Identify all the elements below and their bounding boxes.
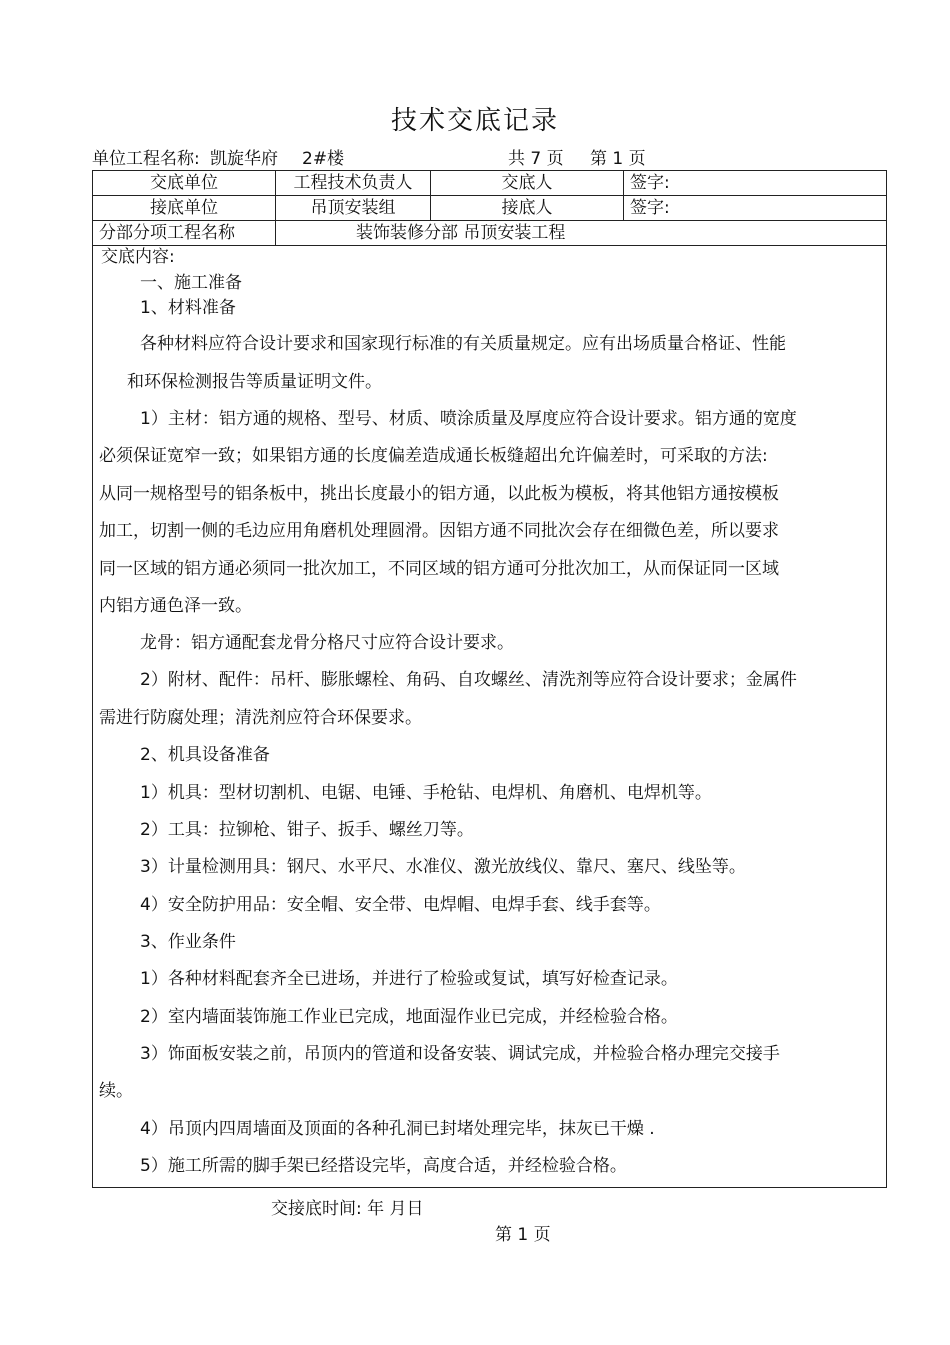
paragraph-line: 续。 bbox=[99, 1081, 133, 1101]
page-number: 第 1 页 bbox=[590, 149, 646, 169]
paragraph-line: 3）计量检测用具：钢尺、水平尺、水准仪、激光放线仪、靠尺、塞尺、线坠等。 bbox=[140, 857, 746, 877]
paragraph-line: 5）施工所需的脚手架已经搭设完毕，高度合适，并经检验合格。 bbox=[140, 1156, 627, 1176]
paragraph-line: 内铝方通色泽一致。 bbox=[99, 596, 252, 616]
paragraph-line: 从同一规格型号的铝条板中，挑出长度最小的铝方通，以此板为模板，将其他铝方通按模板 bbox=[99, 484, 779, 504]
handover-info-table bbox=[92, 170, 887, 246]
handover-person-label: 交底人 bbox=[431, 171, 624, 196]
paragraph-line: 龙骨：铝方通配套龙骨分格尺寸应符合设计要求。 bbox=[140, 633, 514, 653]
paragraph-line: 需进行防腐处理；清洗剂应符合环保要求。 bbox=[99, 708, 422, 728]
subsection-heading: 1、材料准备 bbox=[140, 298, 236, 318]
paragraph-line: 加工，切割一侧的毛边应用角磨机处理圆滑。因铝方通不同批次会存在细微色差，所以要求 bbox=[99, 521, 779, 541]
section-heading: 一、施工准备 bbox=[140, 273, 242, 293]
paragraph-line: 同一区域的铝方通必须同一批次加工，不同区域的铝方通可分批次加工，从而保证同一区域 bbox=[99, 559, 779, 579]
paragraph-line: 1）主材：铝方通的规格、型号、材质、喷涂质量及厚度应符合设计要求。铝方通的宽度 bbox=[140, 409, 797, 429]
project-label: 单位工程名称: bbox=[92, 149, 200, 169]
subproject-value: 装饰装修分部 吊顶安装工程 bbox=[276, 221, 887, 246]
paragraph-line: 2）室内墙面装饰施工作业已完成，地面湿作业已完成，并经检验合格。 bbox=[140, 1007, 678, 1027]
handover-unit-label: 交底单位 bbox=[93, 171, 276, 196]
paragraph-line: 各种材料应符合设计要求和国家现行标准的有关质量规定。应有出场质量合格证、性能 bbox=[140, 334, 786, 354]
table-row bbox=[93, 171, 887, 196]
receiving-person-label: 接底人 bbox=[431, 196, 624, 221]
paragraph-line: 2）工具：拉铆枪、钳子、扳手、螺丝刀等。 bbox=[140, 820, 474, 840]
page-footer: 第 1 页 bbox=[495, 1225, 551, 1245]
paragraph-line: 1）各种材料配套齐全已进场，并进行了检验或复试，填写好检查记录。 bbox=[140, 969, 678, 989]
paragraph-line: 和环保检测报告等质量证明文件。 bbox=[127, 372, 382, 392]
receiving-unit-label: 接底单位 bbox=[93, 196, 276, 221]
project-name: 凯旋华府 bbox=[210, 149, 278, 169]
content-heading: 交底内容: bbox=[101, 247, 175, 267]
table-row bbox=[93, 221, 887, 246]
paragraph-line: 3）饰面板安装之前，吊顶内的管道和设备安装、调试完成，并检验合格办理完交接手 bbox=[140, 1044, 780, 1064]
subsection-heading: 3、作业条件 bbox=[140, 932, 236, 952]
building-number: 2#楼 bbox=[302, 149, 345, 169]
signature-field: 签字: bbox=[624, 171, 887, 196]
page-title: 技术交底记录 bbox=[390, 106, 559, 136]
paragraph-line: 2）附材、配件：吊杆、膨胀螺栓、角码、自攻螺丝、清洗剂等应符合设计要求；金属件 bbox=[140, 670, 797, 690]
handover-unit-value: 工程技术负责人 bbox=[276, 171, 431, 196]
paragraph-line: 必须保证宽窄一致；如果铝方通的长度偏差造成通长板缝超出允许偏差时，可采取的方法: bbox=[99, 446, 768, 466]
handover-time: 交接底时间: 年 月日 bbox=[271, 1199, 424, 1219]
handover-content-box bbox=[92, 244, 887, 1188]
paragraph-line: 1）机具：型材切割机、电锯、电锤、手枪钻、电焊机、角磨机、电焊机等。 bbox=[140, 783, 712, 803]
total-pages: 共 7 页 bbox=[508, 149, 564, 169]
table-row bbox=[93, 196, 887, 221]
paragraph-line: 4）安全防护用品：安全帽、安全带、电焊帽、电焊手套、线手套等。 bbox=[140, 895, 661, 915]
paragraph-line: 4）吊顶内四周墙面及顶面的各种孔洞已封堵处理完毕，抹灰已干燥 . bbox=[140, 1119, 655, 1139]
signature-field: 签字: bbox=[624, 196, 887, 221]
subsection-heading: 2、机具设备准备 bbox=[140, 745, 270, 765]
subproject-label: 分部分项工程名称 bbox=[93, 221, 276, 246]
receiving-unit-value: 吊顶安装组 bbox=[276, 196, 431, 221]
